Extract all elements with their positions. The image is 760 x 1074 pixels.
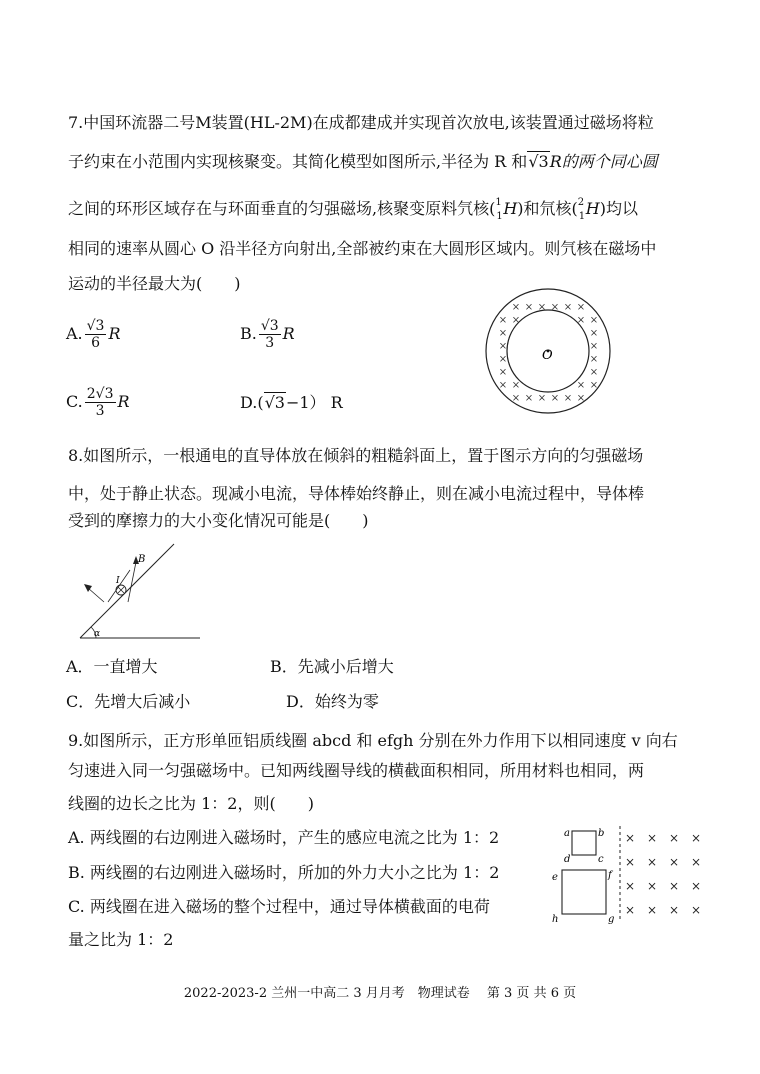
q9-line-2: 匀速进入同一匀强磁场中。已知两线圈导线的横截面积相同，所用材料也相同，两 [68,761,645,780]
corner-c: c [598,854,604,865]
corner-e: e [552,872,558,883]
field-cross-mark: × [550,393,560,404]
protium-symbol: 1 1 H [495,197,518,222]
q9-option-c-line-1: C. 两线圈在进入磁场的整个过程中，通过导体横截面的电荷 [68,897,490,916]
field-cross-mark: × [511,380,521,391]
field-cross-mark: × [624,855,636,869]
corner-a: a [564,828,570,839]
q7-option-a: A. $\frac{√3}{6}$ R [66,318,121,351]
current-i-label: I [116,576,120,586]
q8-option-d: D．始终为零 [286,692,379,711]
field-b-label: B [138,554,146,565]
field-cross-mark: × [524,302,534,313]
field-cross-mark: × [576,302,586,313]
deuterium-symbol: 2 1 H [577,197,600,222]
corner-b: b [598,828,605,839]
field-cross-mark: × [498,315,508,326]
field-cross-mark: × [690,879,702,893]
field-cross-mark: × [589,354,599,365]
q7-line-2: 子约束在小范围内实现核聚变。其简化模型如图所示,半径为 R 和√3R的两个同心圆 [68,152,658,171]
q8-incline-figure [76,540,206,644]
field-cross-mark: × [646,903,658,917]
field-cross-mark: × [511,393,521,404]
field-cross-mark: × [511,315,521,326]
field-cross-mark: × [668,831,680,845]
q7-line-3: 之间的环形区域存在与环面垂直的匀强磁场,核聚变原料氕核( 1 1 H)和氘核( 2 1 H)均以 [68,197,638,222]
field-cross-mark: × [690,855,702,869]
field-cross-mark: × [576,315,586,326]
field-cross-mark: × [524,393,534,404]
field-cross-mark: × [576,380,586,391]
field-cross-mark: × [646,855,658,869]
field-cross-mark: × [624,903,636,917]
q7-option-b: B. $\frac{√3}{3}$ R [240,318,295,351]
q8-option-c: C．先增大后减小 [66,692,191,711]
q7-line-1: 7.中国环流器二号M装置(HL-2M)在成都建成并实现首次放电,该装置通过磁场将粒 [68,113,654,132]
field-cross-mark: × [511,302,521,313]
q8-line-2: 中，处于静止状态。现减小电流，导体棒始终静止，则在减小电流过程中，导体棒 [68,484,645,503]
field-cross-mark: × [589,341,599,352]
q8-option-b: B．先减小后增大 [270,657,394,676]
q9-option-b: B. 两线圈的右边刚进入磁场时，所加的外力大小之比为 1：2 [68,863,500,882]
field-cross-mark: × [550,302,560,313]
q7-line-5: 运动的半径最大为( ) [68,274,241,293]
sqrt3-symbol: √3 [528,152,549,171]
corner-h: h [552,914,559,925]
q8-option-a: A．一直增大 [66,657,158,676]
field-cross-mark: × [537,393,547,404]
field-cross-mark: × [589,328,599,339]
angle-alpha-label: α [94,629,101,639]
q9-line-3: 线圈的边长之比为 1：2，则( ) [68,794,314,813]
corner-d: d [564,854,571,865]
field-cross-mark: × [563,393,573,404]
q7-option-d: D.(√3−1） R [240,393,343,412]
field-cross-mark: × [690,903,702,917]
field-cross-mark: × [668,855,680,869]
q7-ring-figure [480,283,616,419]
field-cross-mark: × [498,328,508,339]
field-cross-mark: × [563,302,573,313]
corner-f: f [608,870,612,881]
field-cross-mark: × [537,302,547,313]
q9-option-a: A. 两线圈的右边刚进入磁场时，产生的感应电流之比为 1：2 [68,828,500,847]
q9-option-c-line-2: 量之比为 1：2 [68,930,174,949]
field-cross-mark: × [576,393,586,404]
field-cross-mark: × [624,879,636,893]
field-cross-mark: × [646,879,658,893]
q7-option-c: C. $\frac{2√3}{3}$ R [66,386,130,419]
field-cross-mark: × [589,367,599,378]
field-cross-mark: × [668,903,680,917]
field-cross-mark: × [498,341,508,352]
q9-coils-figure [548,822,708,928]
q8-line-1: 8.如图所示，一根通电的直导体放在倾斜的粗糙斜面上，置于图示方向的匀强磁场 [68,446,644,465]
page-footer: 2022-2023-2 兰州一中高二 3 月月考 物理试卷 第 3 页 共 6 页 [183,986,577,1001]
q8-line-3: 受到的摩擦力的大小变化情况可能是( ) [68,511,369,530]
corner-g: g [608,914,615,925]
q7-line-4: 相同的速率从圆心 O 沿半径方向射出,全部被约束在大圆形区域内。则氕核在磁场中 [68,239,657,258]
field-cross-mark: × [690,831,702,845]
field-cross-mark: × [498,354,508,365]
field-cross-mark: × [589,315,599,326]
center-label-o: O [542,348,553,363]
field-cross-mark: × [498,367,508,378]
field-cross-mark: × [589,380,599,391]
field-cross-mark: × [668,879,680,893]
q9-line-1: 9.如图所示，正方形单匝铝质线圈 abcd 和 efgh 分别在外力作用下以相同速度 v 向右 [68,731,678,750]
field-cross-mark: × [624,831,636,845]
field-cross-mark: × [498,380,508,391]
field-cross-mark: × [646,831,658,845]
